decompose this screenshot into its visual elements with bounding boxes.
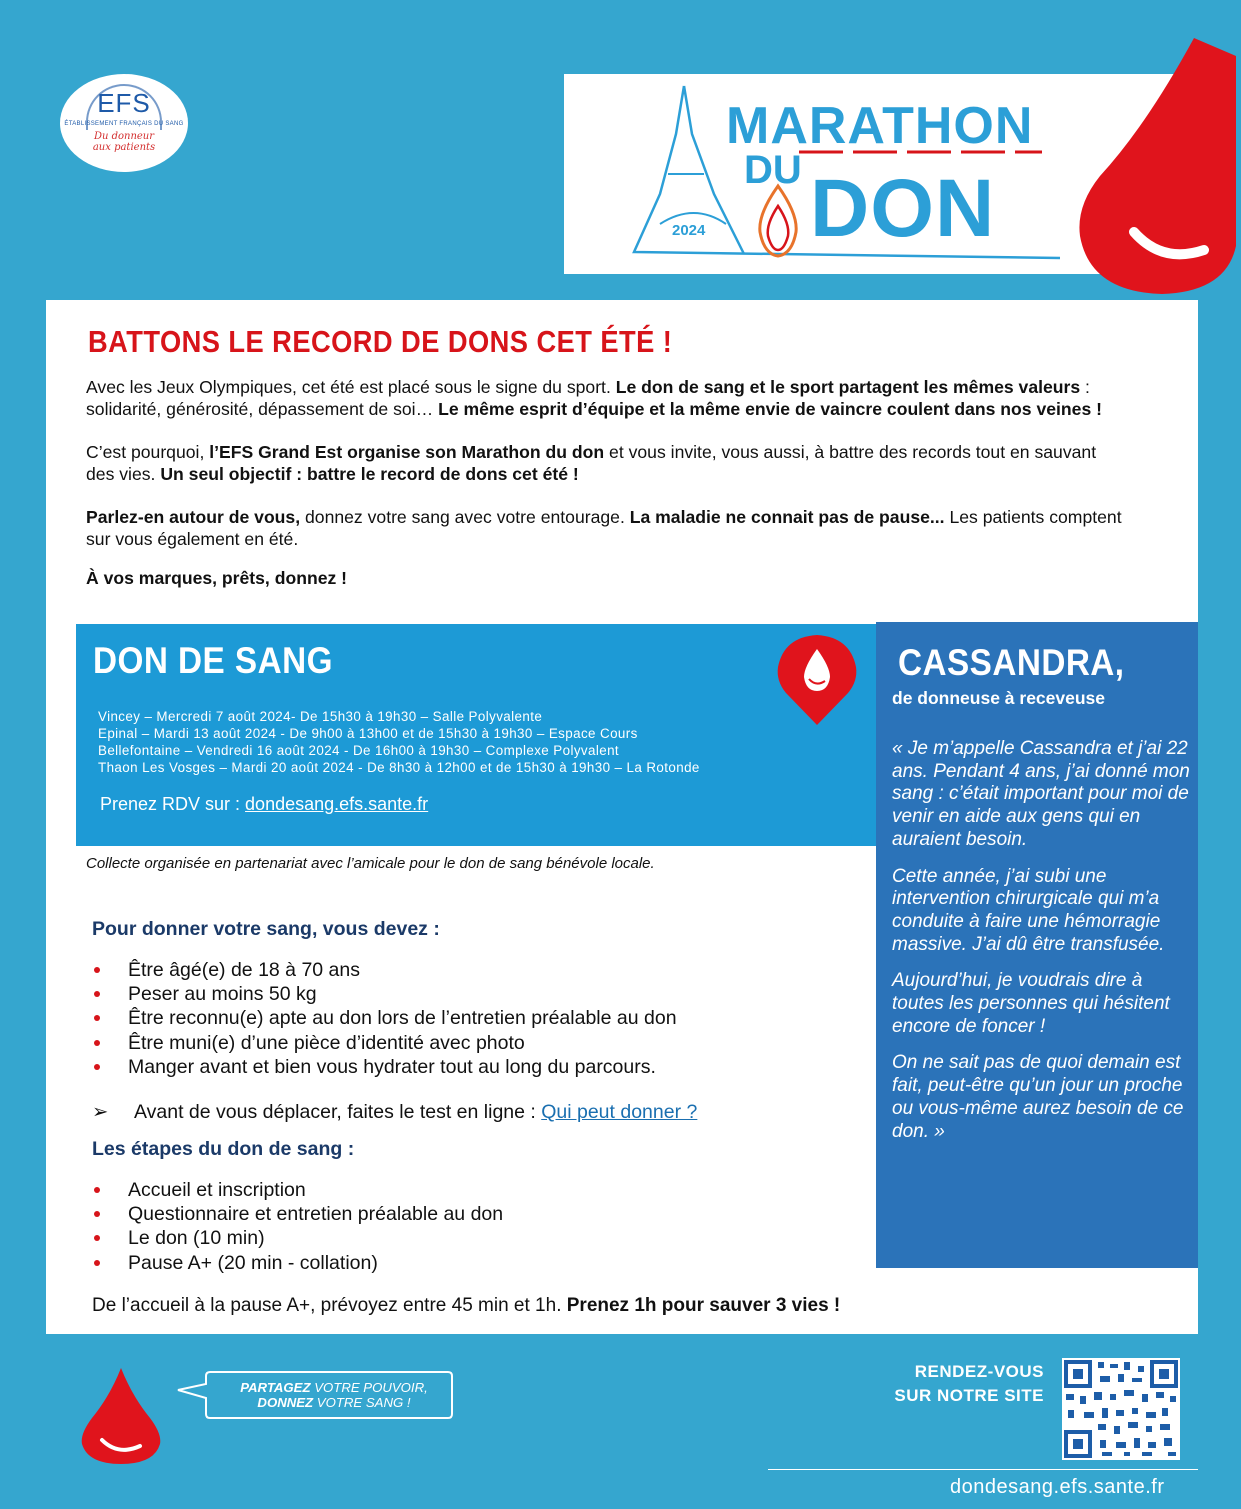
event-session: Epinal – Mardi 13 août 2024 - De 9h00 à 13h00 et de 15h30 à 19h30 – Espace Cours: [98, 726, 638, 741]
event-box: [76, 624, 876, 846]
intro-p2-d: Un seul objectif : battre le record de dons cet été !: [160, 464, 579, 484]
bullet-icon: [94, 1187, 100, 1193]
bullet-icon: [94, 967, 100, 973]
logo-mark: EFS: [97, 88, 151, 118]
event-session: Bellefontaine – Vendredi 16 août 2024 - De 16h00 à 19h30 – Complexe Polyvalent: [98, 743, 620, 758]
list-item-text: Accueil et inscription: [128, 1179, 306, 1201]
intro-text: [86, 376, 1126, 610]
intro-p4: À vos marques, prêts, donnez !: [86, 568, 348, 588]
bullet-icon: [94, 991, 100, 997]
intro-p2-a: C’est pourquoi,: [86, 442, 210, 462]
intro-p1-b: Le don de sang et le sport partagent les mêmes valeurs: [615, 377, 1081, 397]
event-session: Vincey – Mercredi 7 août 2024- De 15h30 à 19h30 – Salle Polyvalente: [98, 709, 543, 724]
blood-drop-icon: [1076, 36, 1236, 298]
intro-p3-a: Parlez-en autour de vous,: [86, 507, 301, 527]
footer-divider: [768, 1469, 1198, 1470]
list-item-text: Manger avant et bien vous hydrater tout au long du parcours.: [128, 1055, 656, 1078]
conditions-heading: Pour donner votre sang, vous devez :: [92, 918, 440, 940]
qr-code[interactable]: [1062, 1358, 1180, 1460]
bullet-icon: [94, 1040, 100, 1046]
bullet-icon: [94, 1064, 100, 1070]
bubble-text-1: VOTRE POUVOIR,: [310, 1380, 428, 1395]
bubble-bold-1: PARTAGEZ: [240, 1380, 311, 1395]
bullet-icon: [94, 1260, 100, 1266]
list-item: [92, 1031, 677, 1055]
intro-p2-c: et vous invite, vous aussi, à battre des records tout en sauvant des vies.: [86, 442, 1097, 484]
bubble-text: [214, 1380, 454, 1410]
qr-code-icon: [1062, 1358, 1180, 1460]
qui-peut-donner-link[interactable]: Qui peut donner ?: [541, 1101, 698, 1123]
bubble-text-2: VOTRE SANG !: [313, 1395, 411, 1410]
banner-title-don: DON: [810, 163, 996, 254]
bullet-icon: [94, 1015, 100, 1021]
rdv-label: Prenez RDV sur :: [100, 794, 246, 814]
test-online-line: [92, 1100, 697, 1124]
steps-heading: Les étapes du don de sang :: [92, 1138, 355, 1160]
logo-subtitle: ÉTABLISSEMENT FRANÇAIS DU SANG: [64, 121, 184, 127]
intro-p3-b: donnez votre sang avec votre entourage.: [300, 507, 630, 527]
steps-list: [92, 1178, 503, 1275]
footer-url[interactable]: dondesang.efs.sante.fr: [950, 1476, 1165, 1498]
list-item-text: Pause A+ (20 min - collation): [128, 1251, 378, 1274]
map-pin-drop-icon: [776, 633, 858, 727]
intro-paragraph-4: [86, 567, 1126, 589]
event-sessions: [98, 708, 700, 776]
list-item-text: Questionnaire et entretien préalable au don: [128, 1203, 504, 1226]
bubble-bold-2: DONNEZ: [257, 1395, 314, 1410]
logo-tagline-1: Du donneur: [93, 131, 155, 142]
intro-paragraph-2: [86, 441, 1126, 485]
list-item-text: Être âgé(e) de 18 à 70 ans: [128, 959, 360, 981]
headline: BATTONS LE RECORD DE DONS CET ÉTÉ !: [88, 324, 673, 359]
intro-p2-b: l’EFS Grand Est organise son Marathon du don: [209, 442, 605, 462]
list-item: [92, 1006, 677, 1030]
flame-drop-icon: [760, 186, 796, 256]
list-item: [92, 1226, 503, 1250]
banner-title-marathon: MARATHON: [726, 97, 1034, 155]
bullet-icon: [94, 1235, 100, 1241]
list-item-text: Peser au moins 50 kg: [128, 983, 317, 1006]
list-item-text: Être muni(e) d’une pièce d’identité avec photo: [128, 1031, 525, 1054]
efs-logo: [60, 74, 188, 172]
testimonial-box: [876, 622, 1198, 1268]
list-item: [92, 982, 677, 1006]
list-item: [92, 958, 677, 982]
rdv-link[interactable]: dondesang.efs.sante.fr: [245, 794, 429, 814]
testimonial-subtitle: de donneuse à receveuse: [892, 688, 1106, 708]
rdv-site-line-1: RENDEZ-VOUS: [914, 1362, 1044, 1381]
conditions-list: [92, 958, 677, 1079]
list-item: [92, 1202, 503, 1226]
intro-p3-d: Les patients comptent sur vous également en été.: [86, 507, 1122, 549]
intro-paragraph-1: [86, 376, 1126, 420]
bullet-icon: [94, 1211, 100, 1217]
rdv-site-line-2: SUR NOTRE SITE: [894, 1386, 1044, 1405]
event-title: DON DE SANG: [93, 640, 333, 681]
rdv-site: [850, 1360, 1044, 1408]
banner-year: 2024: [672, 222, 706, 239]
quote-paragraph: On ne sait pas de quoi demain est fait, peut-être qu’un jour un proche ou vous-même aurez besoin de ce don. »: [892, 1052, 1184, 1142]
final-text: De l’accueil à la pause A+, prévoyez entre 45 min et 1h.: [92, 1295, 567, 1316]
list-item: [92, 1178, 503, 1202]
testimonial-quote: [892, 738, 1192, 1157]
final-bold: Prenez 1h pour sauver 3 vies !: [566, 1295, 841, 1316]
list-item: [92, 1055, 677, 1079]
quote-paragraph: Aujourd’hui, je voudrais dire à toutes les personnes qui hésitent encore de foncer !: [892, 970, 1170, 1037]
event-session: Thaon Les Vosges – Mardi 20 août 2024 - De 8h30 à 12h00 et de 15h30 à 19h30 – La Rotonde: [98, 760, 700, 775]
intro-p1-c: : solidarité, générosité, dépassement de soi…: [86, 377, 1090, 419]
intro-p1-a: Avec les Jeux Olympiques, cet été est placé sous le signe du sport.: [86, 377, 616, 397]
intro-p3-c: La maladie ne connait pas de pause...: [629, 507, 945, 527]
list-item-text: Le don (10 min): [128, 1227, 265, 1250]
arrow-bullet-icon: ➢: [92, 1101, 109, 1123]
speech-bubble: [174, 1368, 456, 1427]
list-item: [92, 1251, 503, 1275]
rdv-line: [100, 794, 428, 815]
quote-paragraph: Cette année, j’ai subi une intervention chirurgicale qui m’a conduite à faire une hémorragie massive. J’ai dû être transfusée.: [892, 865, 1165, 955]
testimonial-name: CASSANDRA,: [898, 642, 1125, 683]
test-prefix: Avant de vous déplacer, faites le test en ligne :: [134, 1101, 542, 1123]
intro-paragraph-3: [86, 506, 1126, 550]
collecte-note: Collecte organisée en partenariat avec l’amicale pour le don de sang bénévole locale.: [86, 855, 655, 872]
list-item-text: Être reconnu(e) apte au don lors de l’entretien préalable au don: [128, 1007, 677, 1030]
logo-tagline: [60, 131, 188, 153]
final-line: [92, 1295, 840, 1317]
blood-drop-small-icon: [80, 1366, 162, 1466]
quote-paragraph: « Je m’appelle Cassandra et j’ai 22 ans. Pendant 4 ans, j’ai donné mon sang : c’était important pour moi de venir en aide aux gens qui en auraient besoin.: [892, 738, 1190, 850]
logo-tagline-2: aux patients: [92, 142, 156, 153]
intro-p1-d: Le même esprit d’équipe et la même envie de vaincre coulent dans nos veines !: [438, 399, 1102, 419]
banner-title-du: DU: [744, 148, 802, 192]
